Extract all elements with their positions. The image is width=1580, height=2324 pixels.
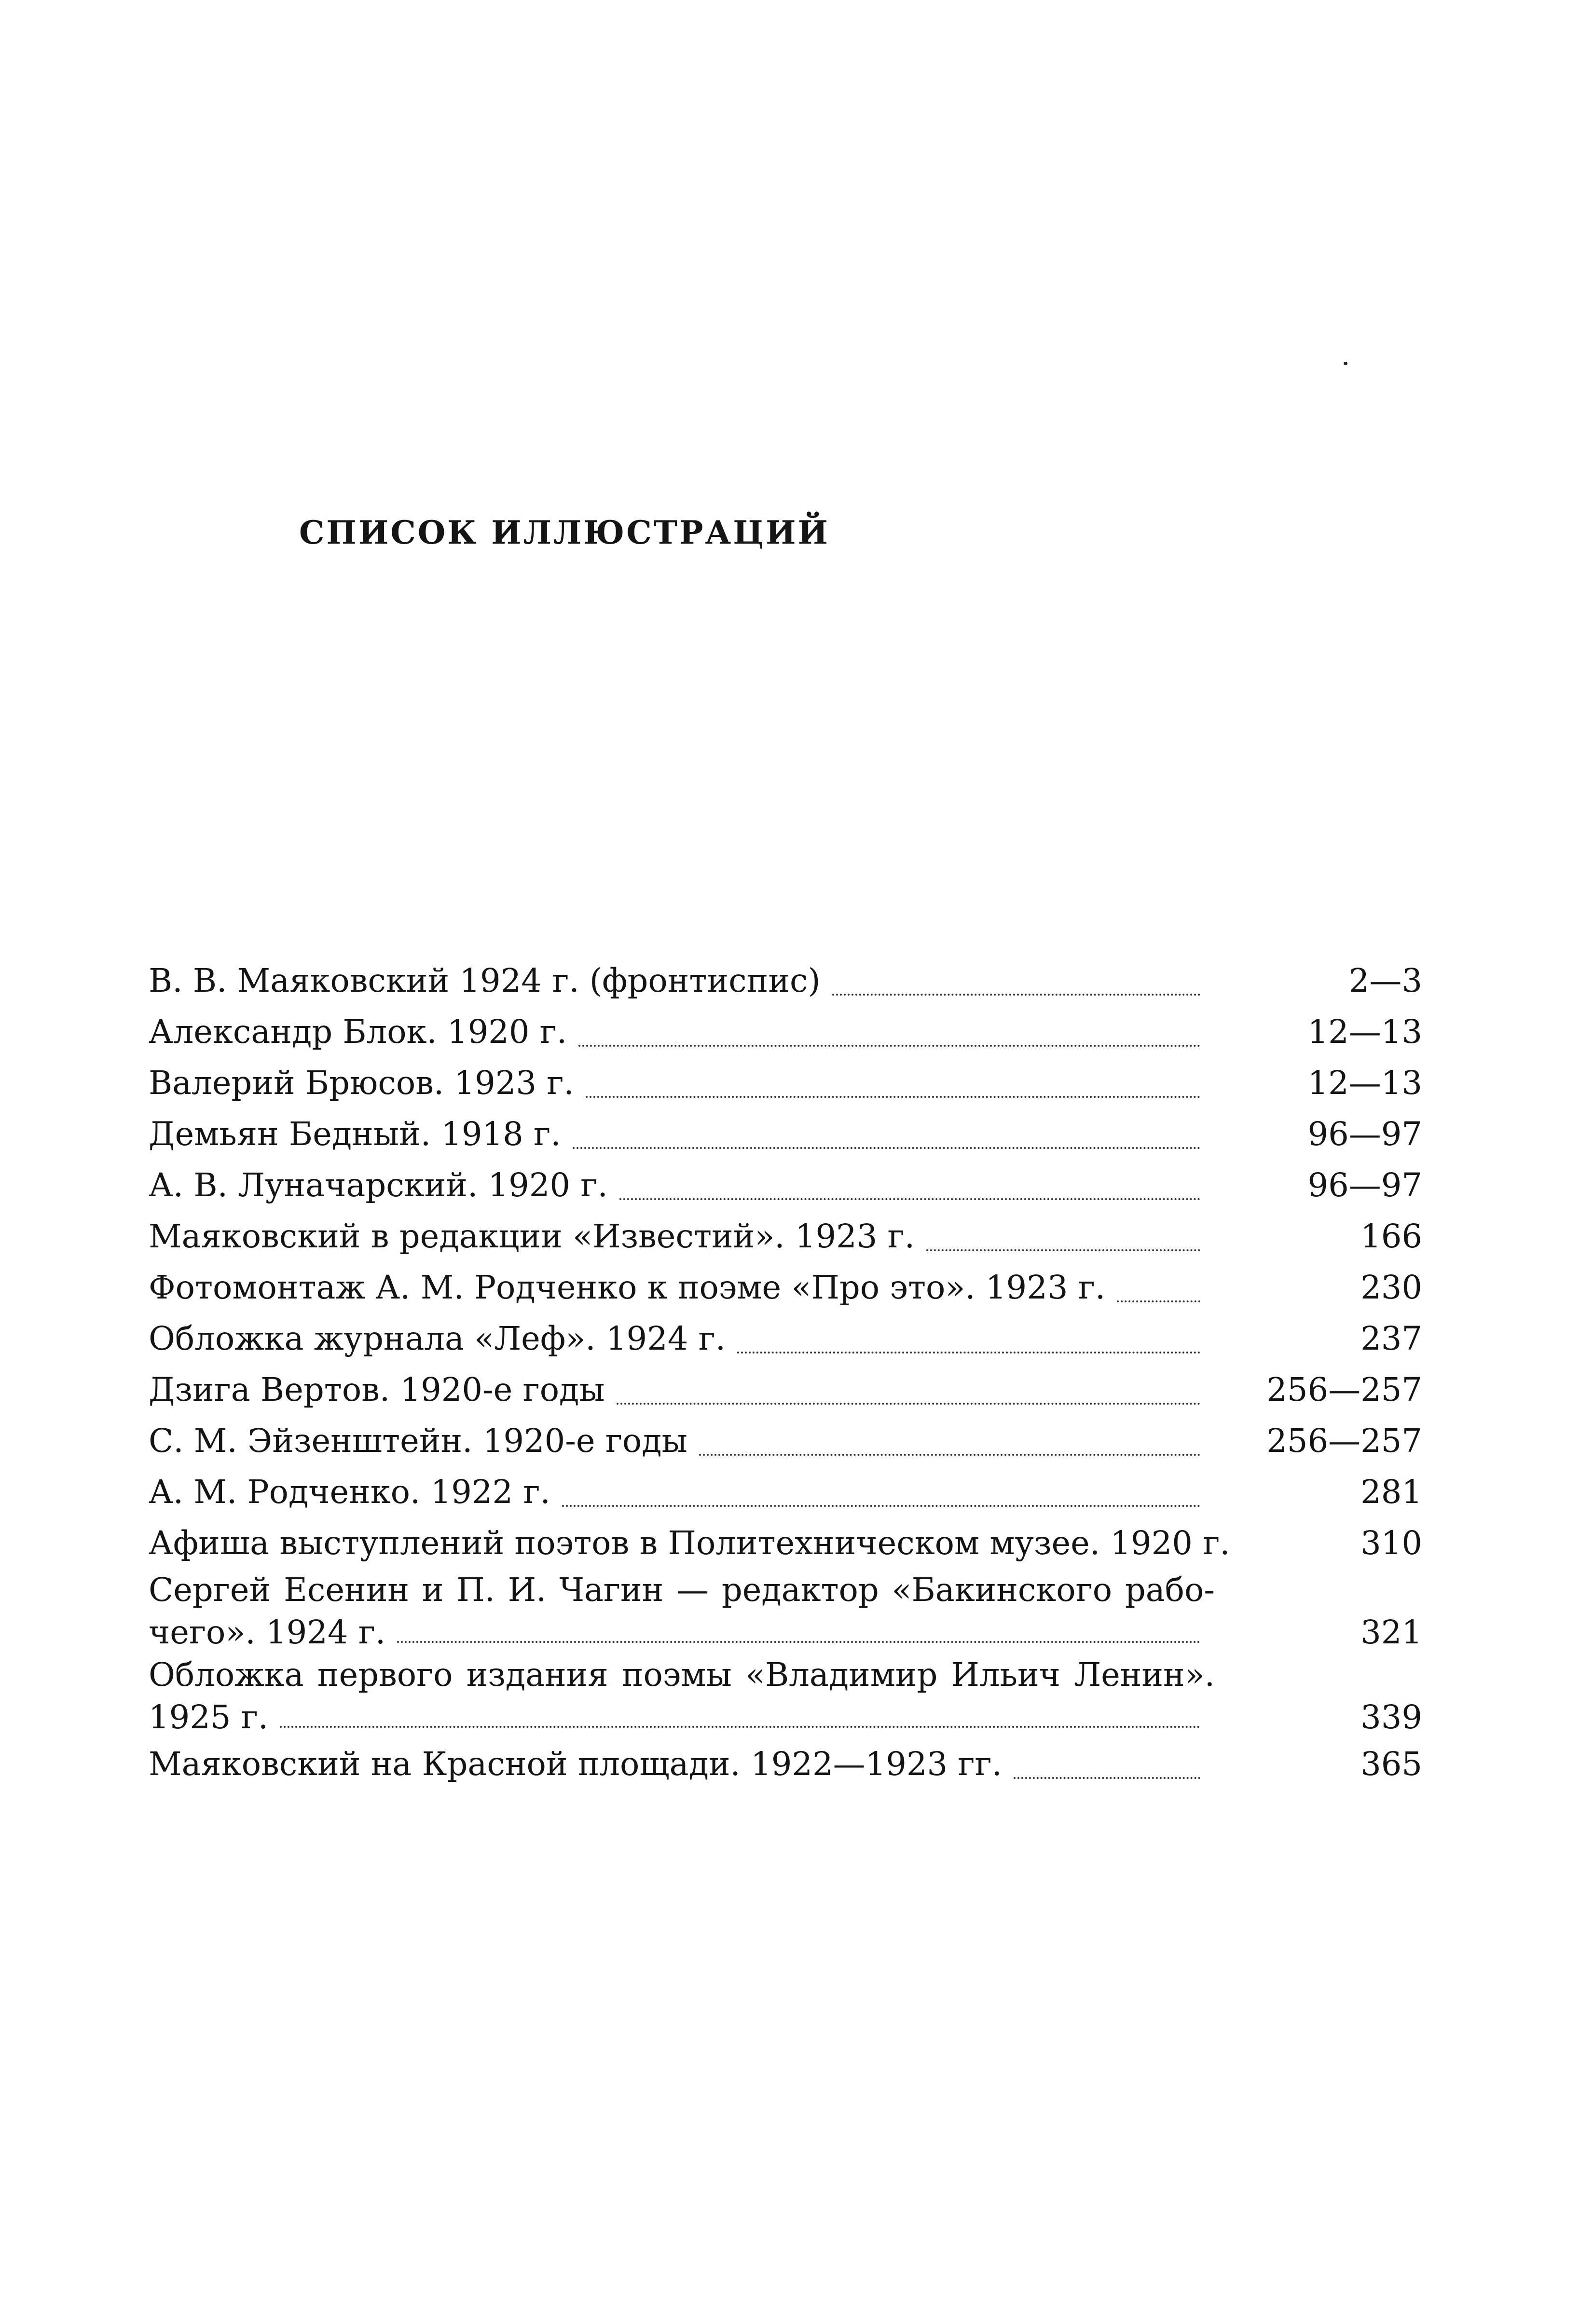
list-item: [149, 1364, 1422, 1415]
entry-text: В. В. Маяковский 1924 г. (фронтиспис): [149, 962, 821, 999]
entry-page: 12—13: [1307, 1064, 1422, 1102]
list-item: [149, 1211, 1422, 1262]
entry-text-line2: чего». 1924 г.: [149, 1613, 386, 1651]
entry-text-line1: Обложка первого издания поэмы «Владимир Ильич Ленин».: [149, 1656, 1215, 1694]
dot-leader: [586, 1096, 1200, 1098]
entry-page: 166: [1360, 1217, 1422, 1255]
dot-leader: [832, 994, 1200, 996]
entry-page: 96—97: [1307, 1115, 1422, 1153]
entry-text: Демьян Бедный. 1918 г.: [149, 1115, 561, 1153]
list-item: [149, 1517, 1422, 1569]
entry-text-line2: 1925 г.: [149, 1698, 269, 1736]
dot-leader: [578, 1045, 1200, 1047]
entry-text-line1: Сергей Есенин и П. И. Чагин — редактор «Бакинского рабо-: [149, 1571, 1215, 1609]
entry-text: Маяковский на Красной площади. 1922—1923 гг.: [149, 1745, 1002, 1783]
illustrations-list: [149, 955, 1422, 1790]
list-item: [149, 1006, 1422, 1057]
dot-leader: [573, 1147, 1200, 1149]
list-item: [149, 1057, 1422, 1108]
entry-text: Валерий Брюсов. 1923 г.: [149, 1064, 574, 1102]
dot-leader: [619, 1198, 1200, 1200]
entry-page: 339: [1360, 1698, 1422, 1736]
list-item: [149, 1466, 1422, 1517]
entry-text: Маяковский в редакции «Известий». 1923 г.: [149, 1217, 915, 1255]
entry-text: А. В. Луначарский. 1920 г.: [149, 1166, 608, 1204]
entry-page: 310: [1360, 1524, 1422, 1562]
page-title: СПИСОК ИЛЛЮСТРАЦИЙ: [299, 514, 830, 551]
entry-page: 256—257: [1266, 1422, 1422, 1460]
list-item: [149, 1415, 1422, 1466]
dot-leader: [562, 1505, 1200, 1507]
entry-page: 12—13: [1307, 1013, 1422, 1051]
dot-leader: [926, 1249, 1200, 1251]
dot-leader: [397, 1641, 1200, 1643]
entry-text: Афиша выступлений поэтов в Политехническом музее. 1920 г.: [149, 1524, 1230, 1562]
dot-leader: [737, 1352, 1200, 1353]
entry-page: 2—3: [1348, 962, 1422, 999]
list-item: [149, 1738, 1422, 1790]
list-item: [149, 1160, 1422, 1211]
list-item: [149, 1654, 1422, 1738]
list-item: [149, 955, 1422, 1006]
entry-text: Фотомонтаж А. М. Родченко к поэме «Про это». 1923 г.: [149, 1269, 1106, 1306]
dot-leader: [1117, 1300, 1200, 1302]
entry-text: Дзига Вертов. 1920-е годы: [149, 1371, 605, 1408]
entry-text: С. М. Эйзенштейн. 1920-е годы: [149, 1422, 687, 1460]
dot-leader: [699, 1454, 1200, 1456]
dot-leader: [617, 1403, 1200, 1405]
list-item: [149, 1262, 1422, 1313]
list-item: [149, 1108, 1422, 1160]
entry-page: 281: [1360, 1473, 1422, 1511]
entry-text: А. М. Родченко. 1922 г.: [149, 1473, 550, 1511]
list-item: [149, 1313, 1422, 1364]
list-item: [149, 1569, 1422, 1654]
dot-leader: [1014, 1777, 1200, 1779]
dot-leader: [280, 1726, 1200, 1728]
entry-page: 256—257: [1266, 1371, 1422, 1408]
entry-text: Александр Блок. 1920 г.: [149, 1013, 567, 1051]
entry-page: 365: [1360, 1745, 1422, 1783]
entry-page: 230: [1360, 1269, 1422, 1306]
page-speck: [1344, 362, 1347, 365]
entry-page: 321: [1360, 1613, 1422, 1651]
entry-page: 237: [1360, 1320, 1422, 1357]
entry-page: 96—97: [1307, 1166, 1422, 1204]
entry-text: Обложка журнала «Леф». 1924 г.: [149, 1320, 726, 1357]
